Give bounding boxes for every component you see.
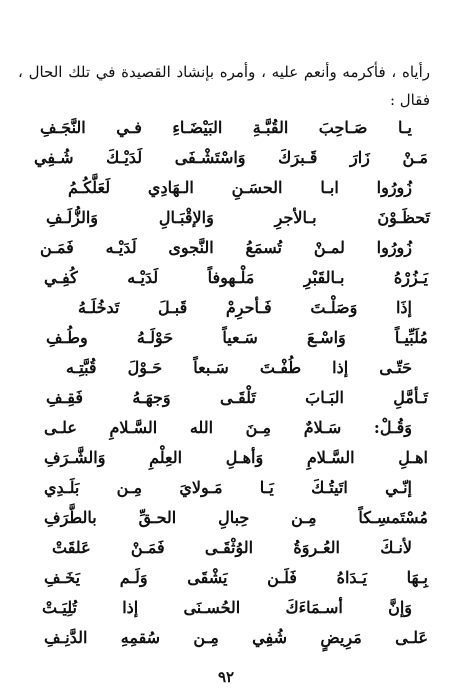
verse-line: تَـأمَّلِ البَـابَ تَلْقَـى وَجهَـهُ فَقِـفِ [46, 388, 428, 407]
verse-line: تَحظَـوْنَ بـالأجرِ وَالإقْبَـالِ وَالزُّلَـفِ [46, 208, 430, 227]
prose-line: رأياه ، فأكرمه وأنعم عليه ، وأمره بإنشاد القصيدة في تلك الحال ، [18, 63, 430, 81]
verse-line: زُورُوا ابـا الحسَـنِ الـهَادِي لَعَلَّكُـمُ [68, 178, 412, 197]
verse-line: وَقُـلْ: سَـلامٌ مِـنَ الله السَّـلامِ علـى [44, 418, 412, 437]
verse-line: مُسْتَمسِـكاً مِـن حِبالِ الحـقِّ بالطَّرَفِ [44, 508, 428, 527]
page-number: ٩٢ [217, 668, 235, 686]
prose-line: فقال : [389, 91, 430, 109]
verse-line: لأنـكَ العُـروَةُ الوُثْقَـى فَمَـنْ عَلقَتْ [52, 538, 412, 557]
verse-line: إذَا وَصَلْـتَ فَـأحرِمْ قَبـلَ تَدخُلَـهُ [78, 298, 412, 317]
verse-line: مَـنْ زَارَ قَـبرَكَ وَاسْتَشْـفَى لَدَيْـكَ شُـفِي [34, 148, 428, 167]
verse-line: عَلـى مَرِيضٍ شُفِي مِـن سُقمِهِ الدَّنِـفِ [44, 628, 428, 647]
verse-line: حَتّـى إذا طُفْـتَ سَـبعاً حَـوْلَ قُبَّتِـه [66, 358, 412, 377]
verse-line: مُلَبِّيـاً وَاسْـعَ سَـعياً حَوْلَـهُ وطُـفِ [46, 328, 428, 347]
verse-line: إنّـي اتَيتُـكَ يَـا مَـولايَ مِـن بَلَـدِي [44, 478, 412, 497]
verse-line: بِـهَا يَـدَاهُ فَلَـن يَشْقَى وَلَـم يَخَـفِ [44, 568, 428, 587]
verse-line: اهـلِ السَّـلامِ وَأهـلِ العِلْمِ وَالشَّـرَفِ [44, 448, 428, 467]
verse-line: يَـزُرْهُ بـالقَبْرِ مَلْـهوفاً لَدَيْـه كُفِـي [44, 268, 428, 287]
verse-line: يـا صَـاحِبَ القُبَّـةِ البَيْضَـاءِ فـي النَّجَـفِ [40, 118, 412, 137]
verse-line: زُورُوا لمـنْ تُسمَعُ النَّجوى لَدَيْـه فَمَـن [40, 238, 412, 257]
verse-line: وَإنَّ أسـمَاءَكَ الحُسـنَى إذا تُلِيَـتْ [42, 598, 412, 617]
